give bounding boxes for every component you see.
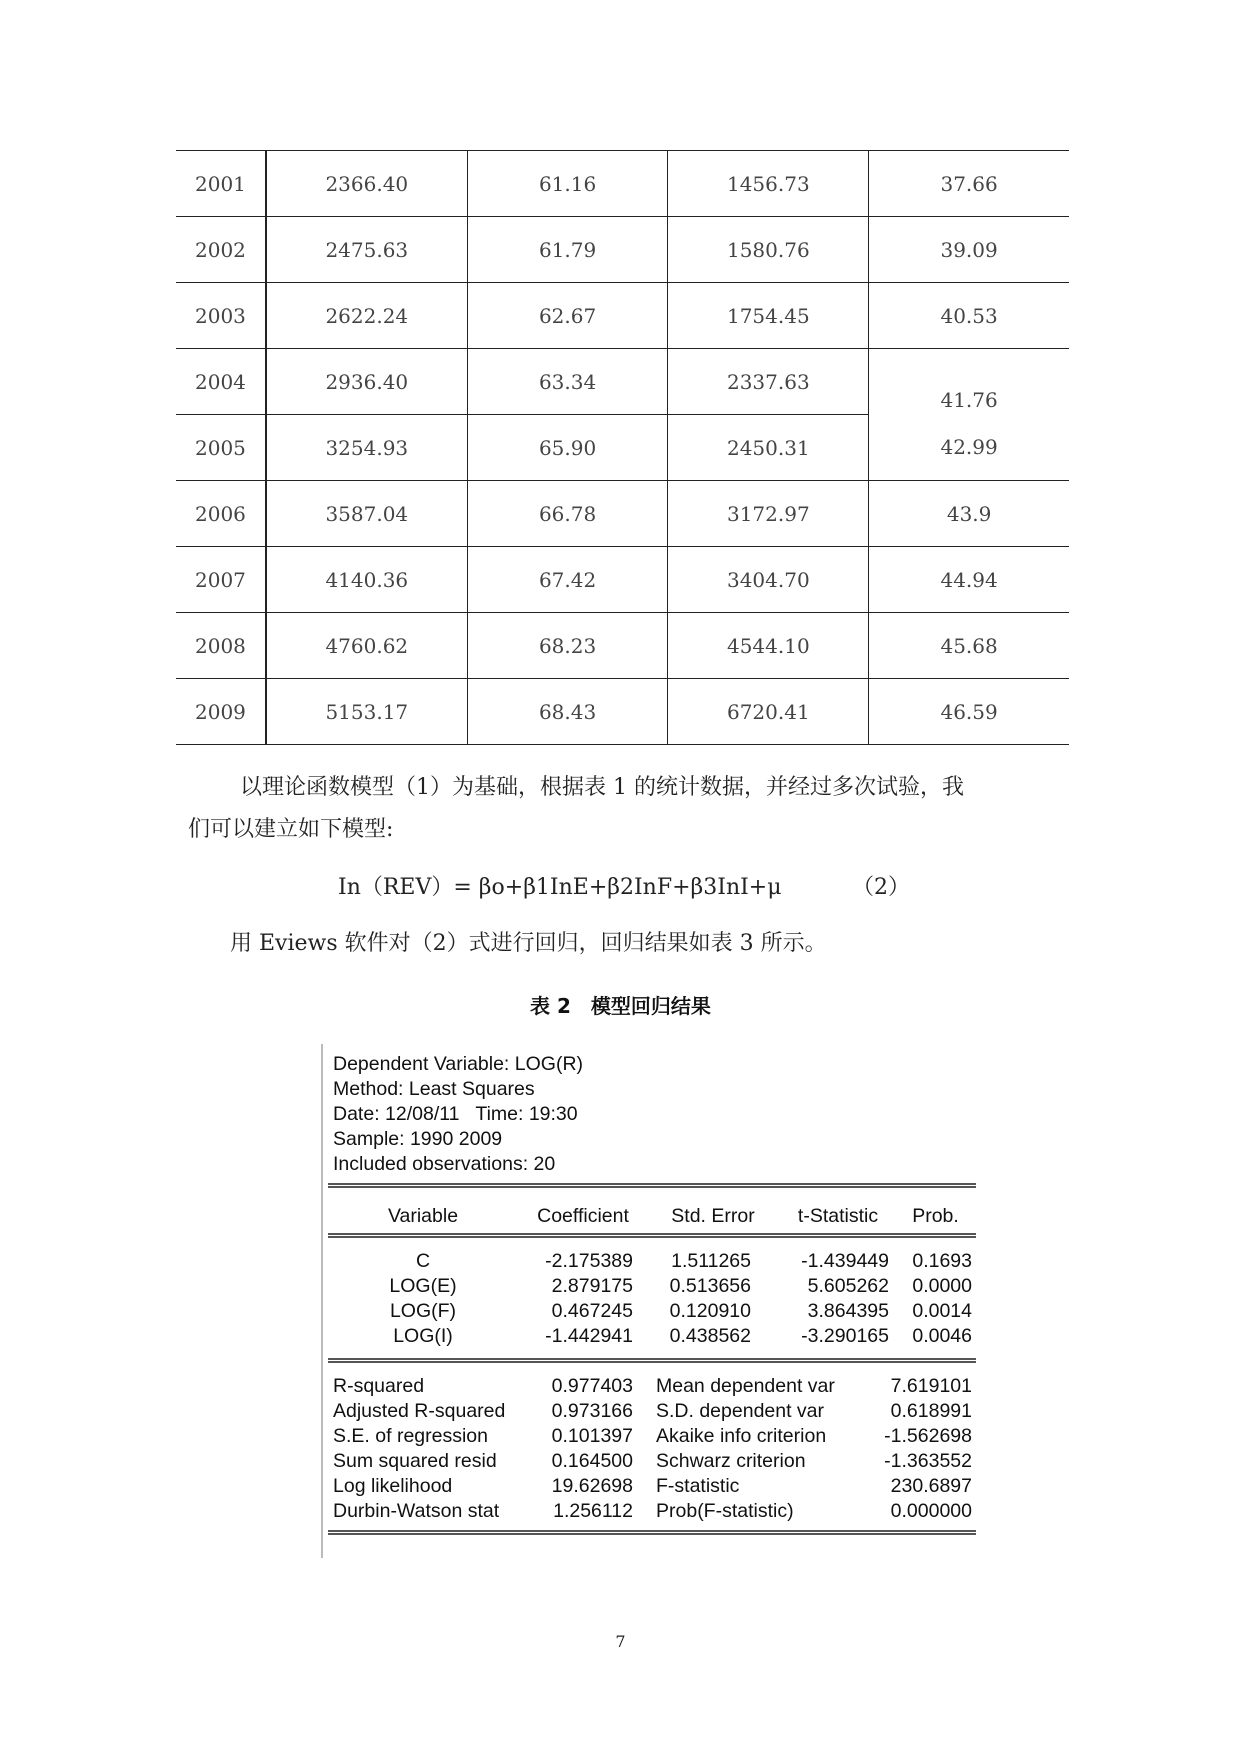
value-cell: 61.16 — [467, 151, 668, 217]
table-caption: 表 2 模型回归结果 — [530, 994, 711, 1018]
value-cell: 3404.70 — [668, 547, 869, 613]
value-cell: 1580.76 — [668, 217, 869, 283]
column-header-row — [323, 1204, 979, 1229]
paragraph-line: 以理论函数模型（1）为基础，根据表 1 的统计数据，并经过多次试验，我 — [240, 775, 964, 800]
value-cell: 46.59 — [869, 679, 1069, 745]
value-cell: 3587.04 — [266, 481, 467, 547]
statistic-value: 0.101397 — [551, 1425, 633, 1447]
value-cell: 3172.97 — [668, 481, 869, 547]
column-header: Prob. — [912, 1205, 959, 1227]
statistic-value: 7.619101 — [890, 1375, 972, 1397]
header-line: Sample: 1990 2009 — [333, 1128, 503, 1150]
value-cell: 65.90 — [467, 415, 668, 481]
coefficient-row — [323, 1274, 979, 1299]
variable-name: C — [415, 1250, 431, 1272]
year-cell: 2002 — [176, 217, 266, 283]
table-row — [176, 613, 1069, 679]
statistic-label: R-squared — [333, 1375, 425, 1397]
coefficient-row — [323, 1299, 979, 1324]
coefficient-value: -2.175389 — [545, 1250, 633, 1272]
statistic-value: 0.000000 — [890, 1500, 972, 1522]
year-cell: 2001 — [176, 151, 266, 217]
coefficient-row — [323, 1249, 979, 1274]
paragraph-line: 用 Eviews 软件对（2）式进行回归，回归结果如表 3 所示。 — [230, 931, 827, 956]
statistic-label: F-statistic — [656, 1475, 740, 1497]
prob-value: 0.0000 — [912, 1275, 972, 1297]
table-row — [176, 679, 1069, 745]
t-statistic-value: 3.864395 — [807, 1300, 889, 1322]
value-cell: 39.09 — [869, 217, 1069, 283]
prob-value: 0.1693 — [912, 1250, 972, 1272]
statistic-row — [323, 1499, 979, 1524]
statistic-value: 0.164500 — [551, 1450, 633, 1472]
value-cell: 40.53 — [869, 283, 1069, 349]
value-cell: 63.34 — [467, 349, 668, 415]
table-row — [176, 481, 1069, 547]
value-cell: 62.67 — [467, 283, 668, 349]
statistic-value: 19.62698 — [551, 1475, 633, 1497]
year-cell: 2007 — [176, 547, 266, 613]
value-cell: 3254.93 — [266, 415, 467, 481]
std-error-value: 0.513656 — [669, 1275, 751, 1297]
divider — [328, 1358, 976, 1363]
t-statistic-value: -3.290165 — [801, 1325, 889, 1347]
value-cell: 45.68 — [869, 613, 1069, 679]
statistic-row — [323, 1474, 979, 1499]
merged-value-cell — [869, 349, 1069, 481]
coefficient-value: -1.442941 — [545, 1325, 633, 1347]
table-row — [176, 547, 1069, 613]
year-cell: 2006 — [176, 481, 266, 547]
column-header: Variable — [387, 1205, 459, 1227]
statistic-value: 0.977403 — [551, 1375, 633, 1397]
column-header: Coefficient — [537, 1205, 629, 1227]
value-text: 42.99 — [940, 435, 998, 459]
output-header — [333, 1052, 583, 1177]
statistic-row — [323, 1374, 979, 1399]
year-cell: 2004 — [176, 349, 266, 415]
divider — [328, 1183, 976, 1188]
variable-name: LOG(F) — [389, 1300, 457, 1322]
statistics-table — [176, 150, 1069, 745]
regression-formula: In（REV）= βo+β1InE+β2InF+β3InI+μ — [338, 875, 782, 900]
value-cell: 1456.73 — [668, 151, 869, 217]
statistic-value: 230.6897 — [890, 1475, 972, 1497]
statistic-label: S.E. of regression — [333, 1425, 488, 1447]
value-cell: 68.23 — [467, 613, 668, 679]
std-error-value: 0.438562 — [669, 1325, 751, 1347]
coefficient-value: 2.879175 — [551, 1275, 633, 1297]
value-cell: 2450.31 — [668, 415, 869, 481]
value-cell: 4760.62 — [266, 613, 467, 679]
statistic-value: -1.562698 — [884, 1425, 972, 1447]
value-cell: 68.43 — [467, 679, 668, 745]
formula-number: （2） — [852, 875, 910, 900]
column-header: t-Statistic — [797, 1205, 879, 1227]
year-cell: 2008 — [176, 613, 266, 679]
statistic-value: 0.973166 — [551, 1400, 633, 1422]
statistic-label: Akaike info criterion — [656, 1425, 827, 1447]
statistic-value: 0.618991 — [890, 1400, 972, 1422]
value-cell: 2475.63 — [266, 217, 467, 283]
header-line: Dependent Variable: LOG(R) — [333, 1053, 584, 1075]
value-cell: 4140.36 — [266, 547, 467, 613]
page-number: 7 — [615, 1632, 626, 1651]
value-cell: 37.66 — [869, 151, 1069, 217]
statistic-value: 1.256112 — [553, 1500, 633, 1522]
value-cell: 6720.41 — [668, 679, 869, 745]
prob-value: 0.0014 — [912, 1300, 972, 1322]
std-error-value: 1.511265 — [671, 1250, 751, 1272]
table-row — [176, 349, 1069, 415]
header-line: Included observations: 20 — [333, 1153, 556, 1175]
statistic-label: Sum squared resid — [333, 1450, 497, 1472]
value-cell: 2622.24 — [266, 283, 467, 349]
value-cell: 2936.40 — [266, 349, 467, 415]
header-line: Date: 12/08/11 Time: 19:30 — [333, 1103, 578, 1125]
value-cell: 61.79 — [467, 217, 668, 283]
statistic-value: -1.363552 — [884, 1450, 972, 1472]
statistic-label: S.D. dependent var — [656, 1400, 825, 1422]
value-cell: 1754.45 — [668, 283, 869, 349]
year-cell: 2003 — [176, 283, 266, 349]
t-statistic-value: 5.605262 — [807, 1275, 889, 1297]
statistic-row — [323, 1449, 979, 1474]
column-header: Std. Error — [671, 1205, 755, 1227]
statistic-label: Log likelihood — [333, 1475, 453, 1497]
regression-output — [321, 1044, 979, 1558]
t-statistic-value: -1.439449 — [801, 1250, 889, 1272]
header-line: Method: Least Squares — [333, 1078, 535, 1100]
table-row — [176, 283, 1069, 349]
variable-name: LOG(E) — [389, 1275, 457, 1297]
divider — [328, 1233, 976, 1238]
statistic-label: Adjusted R-squared — [333, 1400, 506, 1422]
std-error-value: 0.120910 — [669, 1300, 751, 1322]
value-cell: 4544.10 — [668, 613, 869, 679]
coefficient-value: 0.467245 — [551, 1300, 633, 1322]
value-text: 41.76 — [940, 388, 998, 412]
variable-name: LOG(I) — [393, 1325, 453, 1347]
statistic-label: Schwarz criterion — [656, 1450, 806, 1472]
value-cell: 66.78 — [467, 481, 668, 547]
value-cell: 67.42 — [467, 547, 668, 613]
value-cell: 44.94 — [869, 547, 1069, 613]
year-cell: 2009 — [176, 679, 266, 745]
value-cell: 2337.63 — [668, 349, 869, 415]
paragraph-line: 们可以建立如下模型: — [188, 817, 394, 842]
value-cell: 43.9 — [869, 481, 1069, 547]
divider — [328, 1530, 976, 1535]
table-row — [176, 151, 1069, 217]
value-cell: 2366.40 — [266, 151, 467, 217]
statistic-label: Mean dependent var — [656, 1375, 835, 1397]
coefficient-row — [323, 1324, 979, 1349]
statistic-label: Durbin-Watson stat — [333, 1500, 500, 1522]
year-cell: 2005 — [176, 415, 266, 481]
statistic-row — [323, 1424, 979, 1449]
statistic-label: Prob(F-statistic) — [656, 1500, 794, 1522]
statistic-row — [323, 1399, 979, 1424]
table-row — [176, 217, 1069, 283]
prob-value: 0.0046 — [912, 1325, 972, 1347]
value-cell: 5153.17 — [266, 679, 467, 745]
